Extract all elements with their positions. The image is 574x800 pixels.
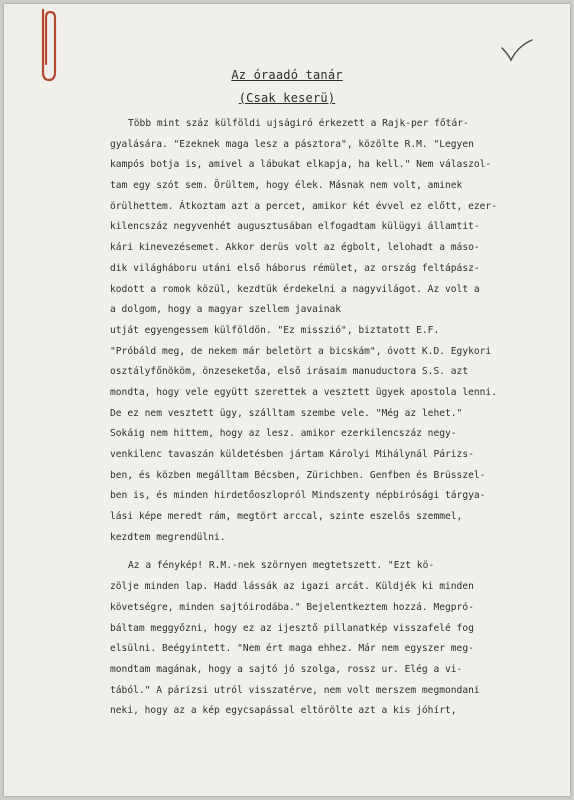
document-subtitle: (Csak keserü) [238, 91, 336, 105]
paragraph-break [110, 548, 560, 556]
text-line: neki, hogy az a kép egycsapással eltörölte azt a kis jóhírt, [110, 705, 457, 717]
text-line: kampós botja is, amivel a lábukat elkapja, ha kell." Nem válaszol- [110, 159, 492, 171]
text-line: Sokáig nem hittem, hogy az lesz. amikor ezerkilencszáz negy- [110, 428, 457, 440]
text-line: elsülni. Beégyintett. "Nem ért maga ehhez. Már nem egyszer meg- [110, 643, 474, 655]
text-line: tam egy szót sem. Örültem, hogy élek. Másnak nem volt, aminek [110, 180, 463, 192]
text-line: osztályfőnököm, önzeseketőa, első irásaim manuductora S.S. azt [110, 366, 469, 378]
text-line: báltam meggyőzni, hogy ez az ijesztő pillanatkép visszafelé fog [110, 622, 474, 634]
text-line: lási képe meredt rám, megtört arccal, szinte eszelős szemmel, [110, 511, 463, 523]
text-line: kári kinevezésemet. Akkor derüs volt az égbolt, lelohadt a máso- [110, 242, 480, 254]
text-line: mondtam magának, hogy a sajtó jó szolga, rossz ur. Elég a vi- [110, 663, 463, 675]
text-line: "Próbáld meg, de nekem már beletört a bicskám", óvott K.D. Egykori [110, 345, 492, 357]
text-line: gyalására. "Ezeknek maga lesz a pásztora", közölte R.M. "Legyen [110, 138, 474, 150]
text-line: a dolgom, hogy a magyar szellem javainak [110, 304, 342, 316]
text-line: zölje minden lap. Hadd lássák az igazi arcát. Küldjék ki minden [110, 581, 474, 593]
text-line: dik világháboru utáni első háborus rémület, az ország feltápász- [110, 262, 480, 274]
text-line: De ez nem vesztett ügy, szálltam szembe vele. "Még az lehet." [110, 407, 463, 419]
typed-text-body [110, 114, 560, 722]
document-page [4, 4, 570, 796]
text-line: tából." A párizsi utról visszatérve, nem volt merszem megmondani [110, 684, 480, 696]
text-line: kodott a romok közül, kezdtük érdekelni a nagyvilágot. Az volt a [110, 283, 480, 295]
text-line: mondta, hogy vele együtt szerettek a vesztett ügyek apostola lenni. [110, 386, 497, 398]
text-line: ben is, és minden hirdetőoszlopról Mindszenty népbirósági tárgya- [110, 490, 486, 502]
text-line: követségre, minden sajtóirodába." Bejelentkeztem hozzá. Megpró- [110, 601, 474, 613]
text-line: kilencszáz negyvenhét augusztusában elfogadtam külügyi államtit- [110, 221, 480, 233]
text-line: örülhettem. Átkoztam azt a percet, amikor két évvel ez előtt, ezer- [110, 200, 497, 212]
text-line: Az a fénykép! R.M.-nek szörnyen megtetszett. "Ezt kö- [128, 560, 435, 572]
text-line: utját egyengessem külföldön. "Ez misszió", biztatott E.F. [110, 324, 440, 336]
document-title: Az óraadó tanár [231, 68, 343, 82]
text-line: ben, és közben megálltam Bécsben, Zürichben. Genfben és Brüsszel- [110, 469, 486, 481]
text-line: venkilenc tavaszán küldetésben jártam Károlyi Mihálynál Párizs- [110, 449, 474, 460]
checkmark-icon [500, 38, 534, 62]
text-line: kezdtem megrendülni. [110, 531, 226, 543]
text-line: Több mint száz külföldi ujságiró érkezett a Rajk-per főtár- [128, 118, 469, 129]
